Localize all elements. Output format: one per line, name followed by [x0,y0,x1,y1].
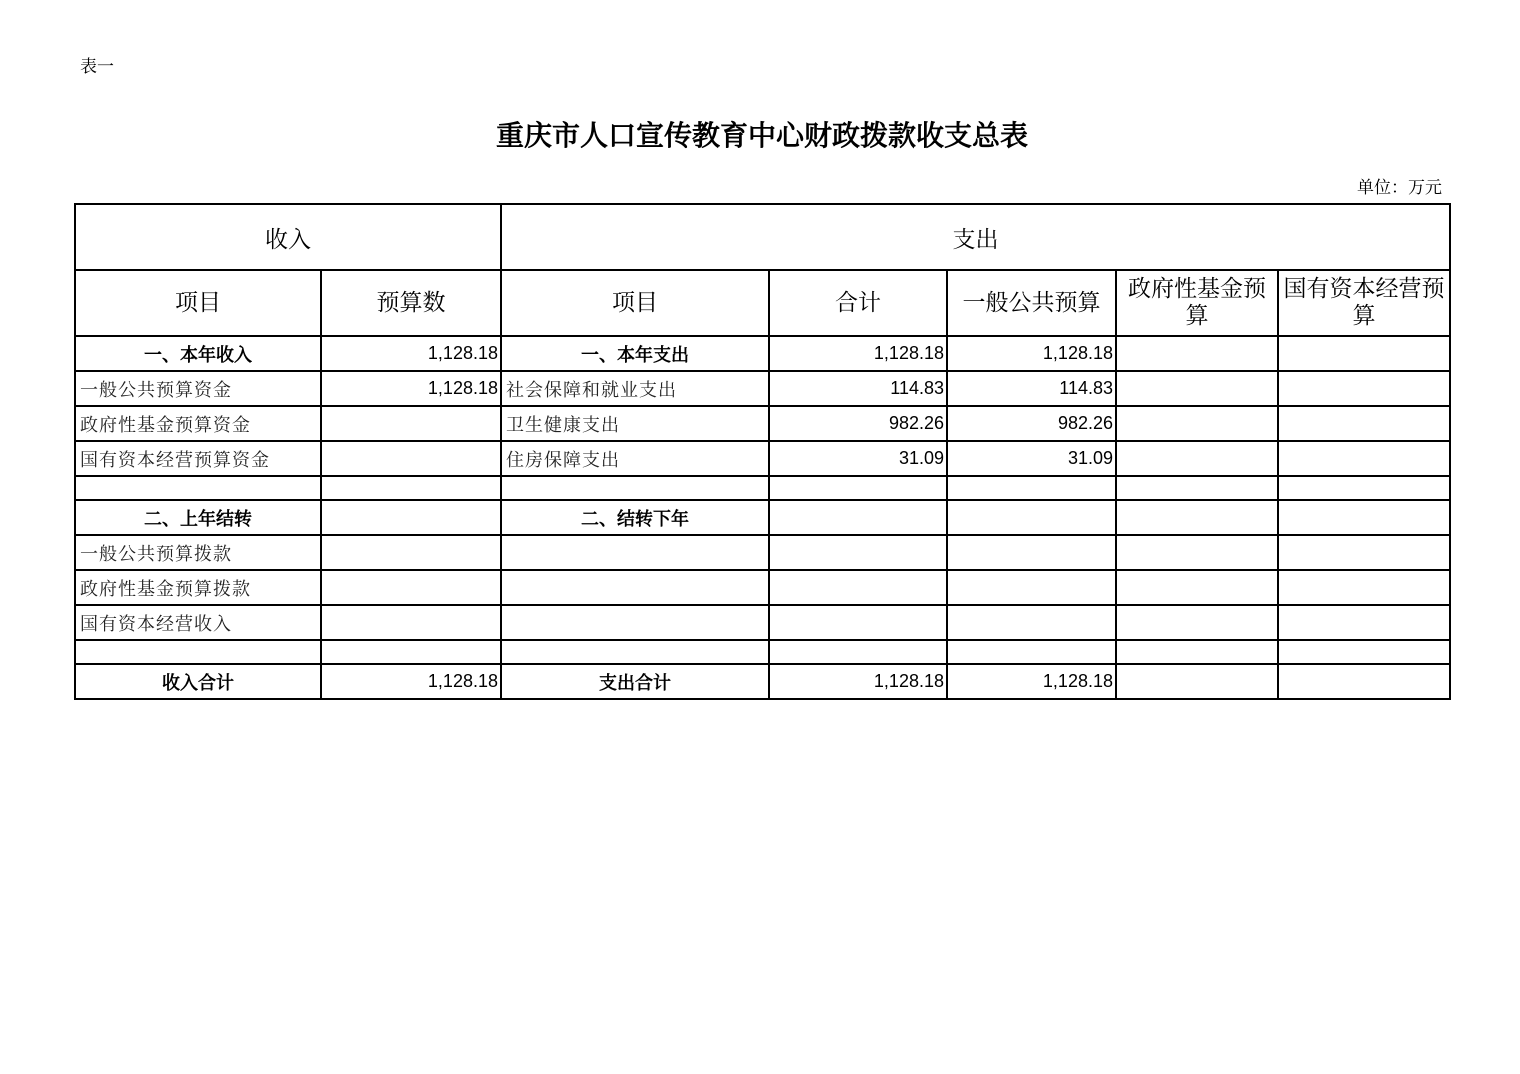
table-row [75,605,1450,640]
cell-expense-total [769,605,947,640]
cell-income-item [75,640,321,664]
cell-income-item: 一、本年收入 [75,336,321,371]
cell-income-item: 政府性基金预算资金 [75,406,321,441]
cell-income-budget: 1,128.18 [321,371,501,406]
cell-expense-gov-fund [1116,476,1278,500]
col-income-budget: 预算数 [321,270,501,336]
table-row [75,476,1450,500]
cell-expense-item [501,570,769,605]
cell-expense-state-capital [1278,500,1450,535]
cell-income-budget [321,476,501,500]
cell-income-budget [321,500,501,535]
cell-expense-general [947,476,1116,500]
table-row [75,406,1450,441]
cell-expense-item: 卫生健康支出 [501,406,769,441]
cell-expense-general: 1,128.18 [947,336,1116,371]
cell-expense-total [769,500,947,535]
cell-expense-total [769,535,947,570]
page-title: 重庆市人口宣传教育中心财政拨款收支总表 [495,119,1028,152]
table-row [75,441,1450,476]
table-row [75,500,1450,535]
cell-income-item: 一般公共预算资金 [75,371,321,406]
cell-expense-gov-fund [1116,605,1278,640]
cell-income-budget: 1,128.18 [321,336,501,371]
cell-expense-gov-fund [1116,336,1278,371]
cell-income-budget [321,441,501,476]
cell-expense-total [769,476,947,500]
cell-income-budget [321,406,501,441]
budget-table [74,203,1451,700]
cell-expense-state-capital [1278,406,1450,441]
cell-expense-state-capital [1278,664,1450,699]
cell-expense-state-capital [1278,605,1450,640]
cell-expense-item: 社会保障和就业支出 [501,371,769,406]
col-expense-state-capital: 国有资本经营预算 [1278,270,1450,336]
cell-expense-total [769,570,947,605]
cell-expense-gov-fund [1116,664,1278,699]
cell-income-budget [321,605,501,640]
cell-expense-total: 114.83 [769,371,947,406]
table-label: 表一 [80,57,114,77]
cell-expense-gov-fund [1116,535,1278,570]
cell-expense-gov-fund [1116,371,1278,406]
col-expense-total: 合计 [769,270,947,336]
table-row [75,570,1450,605]
cell-expense-general: 31.09 [947,441,1116,476]
cell-income-budget [321,570,501,605]
cell-expense-gov-fund [1116,406,1278,441]
col-expense-item: 项目 [501,270,769,336]
cell-expense-gov-fund [1116,500,1278,535]
total-row [75,664,1450,699]
cell-expense-state-capital [1278,371,1450,406]
income-group-header: 收入 [75,204,501,270]
cell-income-item: 国有资本经营预算资金 [75,441,321,476]
table-row [75,371,1450,406]
cell-income-item: 政府性基金预算拨款 [75,570,321,605]
cell-income-total-label: 收入合计 [75,664,321,699]
col-income-item: 项目 [75,270,321,336]
cell-expense-gov-fund [1116,570,1278,605]
cell-expense-state-capital [1278,336,1450,371]
cell-expense-state-capital [1278,441,1450,476]
table-row [75,535,1450,570]
cell-expense-total-label: 支出合计 [501,664,769,699]
cell-income-item: 一般公共预算拨款 [75,535,321,570]
cell-expense-state-capital [1278,570,1450,605]
cell-expense-gov-fund [1116,441,1278,476]
expense-group-header: 支出 [501,204,1450,270]
cell-income-item: 二、上年结转 [75,500,321,535]
cell-expense-general: 114.83 [947,371,1116,406]
cell-expense-general [947,605,1116,640]
cell-income-item [75,476,321,500]
column-header-row [75,270,1450,336]
cell-expense-state-capital [1278,535,1450,570]
cell-income-budget [321,535,501,570]
cell-expense-gov-fund [1116,640,1278,664]
cell-expense-item: 住房保障支出 [501,441,769,476]
table-row [75,336,1450,371]
cell-expense-item: 一、本年支出 [501,336,769,371]
col-expense-gov-fund: 政府性基金预算 [1116,270,1278,336]
cell-expense-item: 二、结转下年 [501,500,769,535]
cell-expense-general: 982.26 [947,406,1116,441]
cell-income-budget [321,640,501,664]
cell-expense-total: 1,128.18 [769,336,947,371]
cell-expense-general [947,500,1116,535]
cell-expense-item [501,640,769,664]
cell-expense-item [501,605,769,640]
cell-expense-total [769,640,947,664]
cell-expense-state-capital [1278,476,1450,500]
col-expense-general: 一般公共预算 [947,270,1116,336]
cell-income-item: 国有资本经营收入 [75,605,321,640]
cell-expense-general [947,570,1116,605]
cell-expense-total: 1,128.18 [769,664,947,699]
table-row [75,640,1450,664]
unit-label: 单位：万元 [1357,178,1442,198]
cell-expense-item [501,535,769,570]
cell-expense-general: 1,128.18 [947,664,1116,699]
cell-expense-total: 982.26 [769,406,947,441]
group-header-row [75,204,1450,270]
cell-expense-total: 31.09 [769,441,947,476]
cell-expense-state-capital [1278,640,1450,664]
cell-expense-item [501,476,769,500]
cell-expense-general [947,640,1116,664]
cell-income-total: 1,128.18 [321,664,501,699]
cell-expense-general [947,535,1116,570]
